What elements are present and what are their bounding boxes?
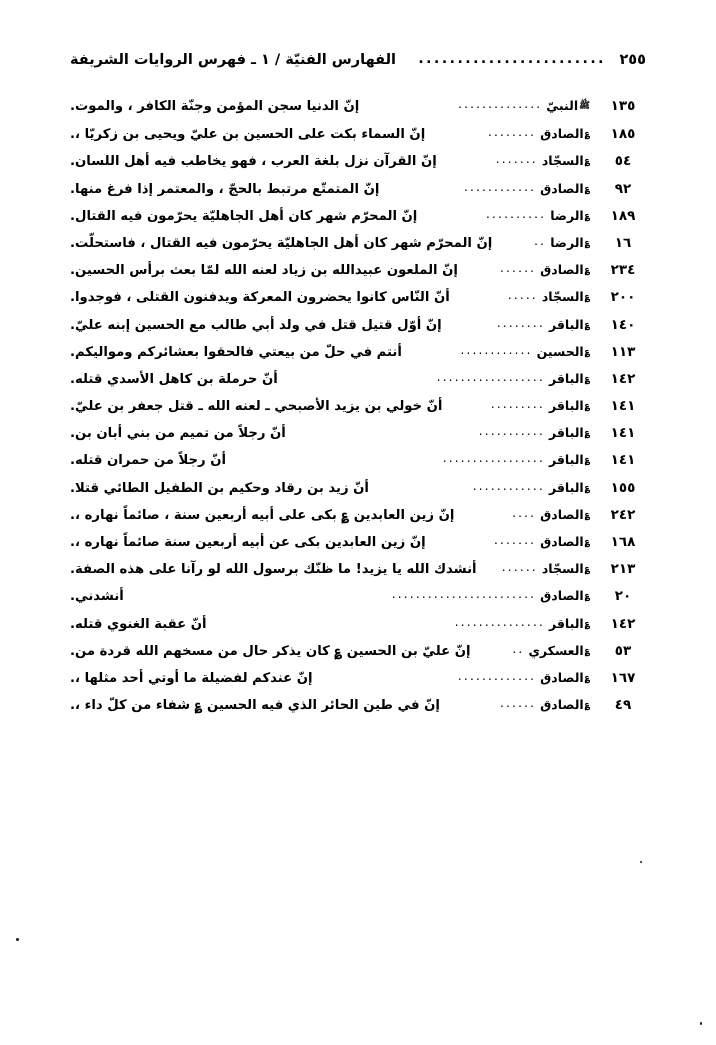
honorific-glyph: ؏ — [584, 645, 590, 656]
index-entry-row — [70, 153, 646, 169]
entry-page-number: ١٤١ — [610, 452, 636, 469]
entry-narrator — [536, 126, 600, 141]
entry-leader-dots: ............. — [457, 668, 537, 683]
entry-narrator — [545, 425, 600, 440]
entry-page-number: ١٦٨ — [610, 534, 636, 550]
entry-text: أنتم في حلّ من بيعتي فالحقوا بعشائركم ومواليكم. — [70, 344, 402, 360]
entry-narrator-label: الباقر — [548, 370, 584, 386]
entry-narrator-label: الصادق — [540, 588, 584, 604]
entry-narrator-label: الحسين — [536, 343, 584, 359]
index-entry-row — [70, 588, 646, 604]
honorific-glyph: ؏ — [584, 210, 590, 221]
index-entry-row — [70, 126, 646, 142]
entry-narrator — [536, 507, 600, 522]
entry-page-number: ١٨٥ — [610, 126, 636, 143]
honorific-glyph: ؏ — [584, 319, 590, 330]
honorific-glyph: ؏ — [584, 129, 590, 140]
index-entry-list — [70, 98, 646, 713]
entry-narrator — [524, 643, 600, 658]
entry-narrator — [545, 480, 600, 495]
entry-text: إنّ المحرّم شهر كان أهل الجاهليّة يحرّمون فيه القتال. — [70, 208, 418, 224]
page-title: الفهارس الفنيّة / ١ ـ فهرس الروايات الشريفة — [70, 52, 397, 68]
entry-text: أنشدني. — [70, 589, 124, 605]
entry-narrator — [546, 208, 600, 223]
entry-text: أنشدك الله يا يزيد! ما ظنّك برسول الله لو رآنا على هذه الصفة. — [70, 562, 477, 578]
honorific-glyph: ؏ — [584, 700, 590, 711]
honorific-glyph: ؏ — [584, 401, 590, 412]
index-entry-row — [70, 697, 646, 713]
index-entry-row — [70, 480, 646, 496]
entry-page-number: ٩٢ — [614, 180, 632, 197]
index-entry-row — [70, 616, 646, 632]
entry-narrator — [545, 371, 600, 386]
index-entry-row — [70, 561, 646, 577]
entry-page-number: ٤٩ — [614, 697, 632, 714]
index-entry-row — [70, 425, 646, 441]
entry-text: إنّ في طين الحائر الذي فيه الحسين ؏ شفاء من كلّ داء ،. — [70, 698, 440, 714]
honorific-glyph: ؏ — [584, 373, 590, 384]
entry-leader-dots: ...... — [500, 261, 537, 276]
entry-text: أنّ رجلاً من حمران قتله. — [70, 453, 227, 469]
index-entry-row — [70, 181, 646, 197]
entry-narrator — [536, 670, 600, 685]
entry-narrator-label: الباقر — [548, 425, 584, 441]
entry-narrator-label: الصادق — [540, 669, 584, 685]
entry-page-number: ١٣٥ — [610, 98, 636, 114]
honorific-glyph: ؏ — [584, 156, 590, 167]
index-entry-row — [70, 507, 646, 523]
entry-leader-dots: ................. — [442, 451, 545, 466]
entry-text: إنّ الدنيا سجن المؤمن وجنّة الكافر ، والموت. — [70, 99, 360, 114]
entry-text: إنّ المحرّم شهر كان أهل الجاهليّة يحرّمون فيه القتال ، فاستحلّت. — [70, 235, 493, 251]
entry-page-number: ١٤١ — [610, 398, 636, 415]
index-entry-row — [70, 398, 646, 414]
entry-text: إنّ السماء بكت على الحسين بن عليّ ويحيى بن زكريّا ،. — [70, 127, 426, 143]
entry-page-number: ١٥٥ — [610, 479, 636, 496]
entry-narrator-label: السجّاد — [541, 289, 584, 305]
index-entry-row — [70, 289, 646, 305]
entry-text: إنّ زين العابدين بكى عن أبيه أربعين سنة صائماً نهاره ،. — [70, 535, 426, 550]
ink-speck — [700, 1022, 702, 1025]
entry-text: أنّ رجلاً من تميم من بني أبان بن. — [70, 426, 286, 442]
honorific-glyph: ؏ — [584, 482, 590, 493]
entry-narrator-label: الباقر — [548, 316, 584, 332]
entry-text: إنّ أوّل قتيل قتل في ولد أبي طالب مع الحسين إبنه عليّ. — [70, 317, 442, 333]
entry-narrator — [545, 317, 600, 332]
entry-narrator-label: الصادق — [540, 697, 584, 713]
index-entry-row — [70, 534, 646, 550]
entry-text: أنّ حرملة بن كاهل الأسدي قتله. — [70, 371, 278, 387]
entry-page-number: ٢١٣ — [610, 561, 636, 578]
entry-leader-dots: ......... — [490, 397, 545, 412]
entry-leader-dots: ........ — [488, 125, 537, 140]
entry-narrator-label: الصادق — [540, 180, 584, 196]
honorific-glyph: ؏ — [584, 183, 590, 194]
honorific-glyph: ؏ — [584, 509, 590, 520]
entry-page-number: ١٦ — [614, 234, 632, 251]
entry-leader-dots: ..... — [507, 288, 538, 303]
honorific-glyph: ؏ — [584, 672, 590, 683]
entry-text: إنّ عندكم لفضيلة ما أوتي أحد مثلها ،. — [70, 670, 313, 686]
entry-narrator-label: الباقر — [548, 479, 584, 495]
entry-narrator — [546, 235, 600, 250]
entry-narrator-label: الرضا — [550, 207, 584, 223]
entry-narrator-label: الصادق — [540, 262, 584, 278]
entry-page-number: ١١٣ — [610, 343, 636, 360]
entry-page-number: ٢٤٢ — [610, 506, 636, 523]
entry-narrator — [538, 289, 600, 304]
entry-page-number: ٢٠ — [614, 588, 632, 605]
honorific-glyph: ﷺ — [579, 101, 590, 111]
entry-page-number: ١٨٩ — [610, 207, 636, 224]
entry-leader-dots: ....... — [495, 152, 538, 167]
entry-narrator-label: العسكري — [528, 642, 584, 658]
entry-narrator-label: السجّاد — [541, 153, 584, 169]
index-entry-row — [70, 317, 646, 333]
index-entry-row — [70, 670, 646, 686]
entry-leader-dots: .... — [512, 505, 537, 520]
entry-text: أنّ خولي بن يزيد الأصبحي ـ لعنه الله ـ قتل جعفر بن عليّ. — [70, 399, 443, 415]
entry-page-number: ١٦٧ — [610, 669, 636, 686]
index-entry-row — [70, 262, 646, 278]
entry-page-number: ١٤٢ — [610, 370, 636, 387]
honorific-glyph: ؏ — [584, 265, 590, 276]
entry-text: أنّ زيد بن رقاد وحكيم بن الطفيل الطائي قتلا. — [70, 480, 369, 496]
honorific-glyph: ؏ — [584, 564, 590, 575]
entry-narrator-label: الباقر — [548, 452, 584, 468]
entry-text: إنّ زين العابدين ؏ بكى على أبيه أربعين سنة ، صائماً نهاره ،. — [70, 507, 455, 523]
entry-leader-dots: ........ — [496, 315, 545, 330]
entry-leader-dots: ...... — [500, 696, 537, 711]
entry-leader-dots: .. — [512, 641, 525, 656]
entry-narrator — [536, 697, 600, 712]
honorific-glyph: ؏ — [584, 591, 590, 602]
entry-page-number: ١٤٢ — [610, 615, 636, 632]
entry-narrator — [536, 588, 600, 603]
entry-leader-dots: ............... — [454, 614, 545, 629]
index-entry-row — [70, 98, 646, 115]
entry-narrator-label: الباقر — [548, 398, 584, 414]
entry-narrator-label: الباقر — [548, 615, 584, 631]
entry-leader-dots: .................. — [436, 369, 545, 384]
header-leader-dots: ........................ — [418, 51, 606, 67]
entry-text: إنّ الملعون عبيدالله بن زياد لعنه الله لمّا بعث برأس الحسين. — [70, 263, 458, 279]
entry-narrator-label: الصادق — [540, 506, 584, 522]
entry-narrator — [542, 98, 600, 115]
entry-narrator-label: الرضا — [550, 234, 584, 250]
entry-narrator — [536, 534, 600, 549]
entry-page-number: ٢٣٤ — [610, 262, 636, 279]
page-header — [70, 52, 646, 68]
index-entry-row — [70, 344, 646, 360]
entry-page-number: ١٤٠ — [610, 316, 636, 333]
index-entry-row — [70, 452, 646, 468]
page-number: ٢٥٥ — [619, 52, 646, 68]
entry-narrator — [533, 344, 600, 359]
entry-leader-dots: ........................ — [391, 587, 537, 602]
index-entry-row — [70, 643, 646, 659]
index-entry-row — [70, 235, 646, 251]
entry-page-number: ٥٣ — [614, 642, 632, 659]
entry-leader-dots: .......... — [486, 206, 547, 221]
entry-leader-dots: ............ — [460, 342, 533, 357]
index-entry-row — [70, 208, 646, 224]
entry-leader-dots: .............. — [458, 97, 543, 111]
entry-narrator — [545, 452, 600, 467]
entry-text: أنّ النّاس كانوا يحضرون المعركة ويدفنون القتلى ، فوجدوا. — [70, 290, 450, 306]
entry-narrator-label: السجّاد — [541, 561, 584, 577]
honorific-glyph: ؏ — [584, 428, 590, 439]
entry-page-number: ١٤١ — [610, 425, 636, 442]
entry-narrator — [545, 616, 600, 631]
entry-leader-dots: ...... — [501, 560, 538, 575]
entry-leader-dots: ............ — [463, 179, 537, 194]
entry-narrator-label: النبيّ — [546, 98, 579, 113]
entry-text: إنّ المتمتّع مرتبط بالحجّ ، والمعتمر إذا فرغ منها. — [70, 181, 380, 197]
honorific-glyph: ؏ — [584, 455, 590, 466]
ink-speck — [640, 861, 642, 863]
entry-text: إنّ عليّ بن الحسين ؏ كان يذكر حال من مسخهم الله قردة من. — [70, 643, 471, 659]
ink-speck — [16, 938, 19, 941]
entry-narrator-label: الصادق — [540, 126, 584, 142]
honorific-glyph: ؏ — [584, 237, 590, 248]
entry-leader-dots: ............ — [472, 478, 545, 493]
honorific-glyph: ؏ — [584, 346, 590, 357]
entry-page-number: ٥٤ — [614, 153, 632, 170]
entry-leader-dots: ........... — [478, 424, 545, 439]
index-entry-row — [70, 371, 646, 387]
entry-narrator — [538, 153, 600, 168]
entry-narrator — [536, 181, 600, 196]
entry-narrator — [536, 262, 600, 277]
honorific-glyph: ؏ — [584, 537, 590, 547]
entry-text: أنّ عقبة الغنوي قتله. — [70, 616, 207, 632]
entry-page-number: ٢٠٠ — [610, 289, 636, 306]
honorific-glyph: ؏ — [584, 618, 590, 629]
entry-leader-dots: ....... — [494, 533, 537, 547]
entry-narrator-label: الصادق — [540, 534, 584, 549]
entry-text: إنّ القرآن نزل بلغة العرب ، فهو يخاطب فيه أهل اللسان. — [70, 154, 437, 170]
entry-leader-dots: .. — [534, 233, 547, 248]
entry-narrator — [538, 561, 600, 576]
entry-narrator — [545, 398, 600, 413]
honorific-glyph: ؏ — [584, 292, 590, 303]
